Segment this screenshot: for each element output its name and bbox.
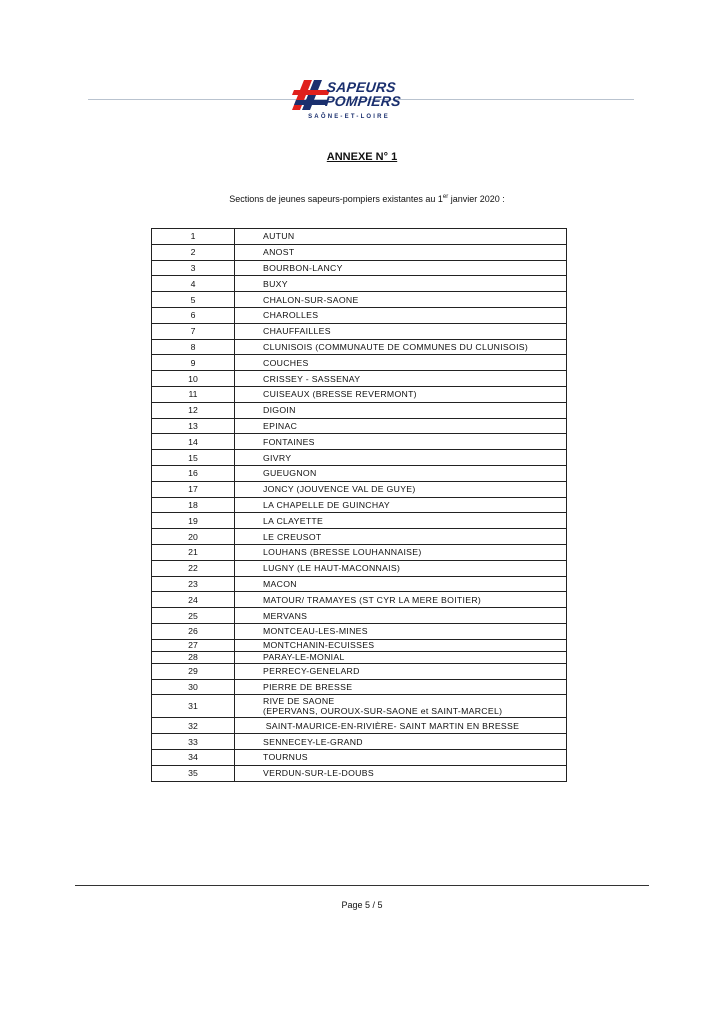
section-number: 25 [152, 608, 235, 624]
table-row [152, 386, 567, 402]
section-number: 10 [152, 371, 235, 387]
intro-superscript: er [442, 194, 449, 200]
section-name: MATOUR/ TRAMAYES (ST CYR LA MERE BOITIER) [235, 592, 567, 608]
section-number: 18 [152, 497, 235, 513]
section-number: 33 [152, 734, 235, 750]
page-number: Page 5 / 5 [341, 900, 383, 910]
table-row [152, 292, 567, 308]
section-number: 8 [152, 339, 235, 355]
section-name-line1: RIVE DE SAONE [263, 696, 335, 707]
section-name: LA CLAYETTE [235, 513, 567, 529]
section-name: ANOST [235, 244, 567, 260]
table-row [152, 513, 567, 529]
table-row [152, 639, 567, 651]
section-number: 11 [152, 386, 235, 402]
table-row [152, 497, 567, 513]
section-name: LUGNY (LE HAUT-MACONNAIS) [235, 560, 567, 576]
table-row [152, 481, 567, 497]
section-number: 7 [152, 323, 235, 339]
section-name: JONCY (JOUVENCE VAL DE GUYE) [235, 481, 567, 497]
table-row [152, 465, 567, 481]
section-name: CHAROLLES [235, 307, 567, 323]
section-number: 20 [152, 529, 235, 545]
section-name: GIVRY [235, 450, 567, 466]
section-number: 35 [152, 765, 235, 781]
logo-subtitle: SAÔNE-ET-LOIRE [308, 114, 390, 120]
section-name: COUCHES [235, 355, 567, 371]
section-name: PERRECY-GENELARD [235, 663, 567, 679]
section-name: CRISSEY - SASSENAY [235, 371, 567, 387]
section-name: BUXY [235, 276, 567, 292]
table-row [152, 418, 567, 434]
intro-text [0, 194, 724, 204]
section-number: 13 [152, 418, 235, 434]
section-number: 2 [152, 244, 235, 260]
section-name: GUEUGNON [235, 465, 567, 481]
table-row [152, 560, 567, 576]
section-number: 14 [152, 434, 235, 450]
section-number: 34 [152, 749, 235, 765]
section-name: PARAY-LE-MONIAL [235, 651, 567, 663]
section-name: SENNECEY-LE-GRAND [235, 734, 567, 750]
section-number: 28 [152, 651, 235, 663]
section-name: MACON [235, 576, 567, 592]
table-row [152, 592, 567, 608]
section-name: CHAUFFAILLES [235, 323, 567, 339]
table-row [152, 663, 567, 679]
table-row [152, 695, 567, 718]
section-number: 27 [152, 639, 235, 651]
section-number: 26 [152, 623, 235, 639]
table-row [152, 307, 567, 323]
table-row [152, 276, 567, 292]
section-number: 12 [152, 402, 235, 418]
logo-line1: SAPEURS [325, 79, 397, 95]
logo-wordmark [325, 80, 403, 108]
section-number: 15 [152, 450, 235, 466]
section-number: 29 [152, 663, 235, 679]
table-row [152, 544, 567, 560]
table-row [152, 718, 567, 734]
table-row [152, 529, 567, 545]
page-title: ANNEXE N° 1 [326, 151, 398, 163]
table-row [152, 371, 567, 387]
table-row [152, 749, 567, 765]
section-name: LE CREUSOT [235, 529, 567, 545]
table-row [152, 679, 567, 695]
section-number: 9 [152, 355, 235, 371]
intro-after: janvier 2020 : [448, 194, 505, 204]
section-number: 30 [152, 679, 235, 695]
table-row [152, 651, 567, 663]
section-name: CUISEAUX (BRESSE REVERMONT) [235, 386, 567, 402]
section-name: BOURBON-LANCY [235, 260, 567, 276]
table-row [152, 323, 567, 339]
table-row [152, 355, 567, 371]
section-name: FONTAINES [235, 434, 567, 450]
section-name: CLUNISOIS (COMMUNAUTE DE COMMUNES DU CLUNISOIS) [235, 339, 567, 355]
section-number: 21 [152, 544, 235, 560]
table-row [152, 576, 567, 592]
table-row [152, 244, 567, 260]
table-row [152, 229, 567, 245]
section-number: 3 [152, 260, 235, 276]
section-number: 19 [152, 513, 235, 529]
section-number: 22 [152, 560, 235, 576]
section-name: AUTUN [235, 229, 567, 245]
section-name: SAINT-MAURICE-EN-RIVIÈRE- SAINT MARTIN EN BRESSE [235, 718, 567, 734]
section-name [235, 695, 567, 718]
section-name: VERDUN-SUR-LE-DOUBS [235, 765, 567, 781]
logo-line2: POMPIERS [324, 93, 402, 109]
section-number: 5 [152, 292, 235, 308]
sections-table [151, 228, 567, 782]
section-name: TOURNUS [235, 749, 567, 765]
section-name: EPINAC [235, 418, 567, 434]
table-row [152, 339, 567, 355]
section-name: MERVANS [235, 608, 567, 624]
section-number: 31 [152, 695, 235, 718]
section-number: 4 [152, 276, 235, 292]
section-number: 24 [152, 592, 235, 608]
section-name: DIGOIN [235, 402, 567, 418]
section-name: LOUHANS (BRESSE LOUHANNAISE) [235, 544, 567, 560]
section-name: LA CHAPELLE DE GUINCHAY [235, 497, 567, 513]
table-row [152, 260, 567, 276]
section-name: MONTCEAU-LES-MINES [235, 623, 567, 639]
table-row [152, 734, 567, 750]
table-row [152, 402, 567, 418]
sapeurs-pompiers-logo [292, 76, 412, 126]
section-name-line2: (EPERVANS, OUROUX-SUR-SAONE et SAINT-MARCEL) [263, 706, 503, 717]
section-number: 6 [152, 307, 235, 323]
footer-rule [75, 885, 649, 886]
section-number: 16 [152, 465, 235, 481]
table-row [152, 765, 567, 781]
intro-before: Sections de jeunes sapeurs-pompiers existantes au 1 [229, 194, 443, 204]
section-name: CHALON-SUR-SAONE [235, 292, 567, 308]
section-number: 17 [152, 481, 235, 497]
section-number: 1 [152, 229, 235, 245]
table-row [152, 623, 567, 639]
table-row [152, 450, 567, 466]
table-row [152, 434, 567, 450]
sections-table-body [152, 229, 567, 782]
section-number: 23 [152, 576, 235, 592]
section-number: 32 [152, 718, 235, 734]
section-name: PIERRE DE BRESSE [235, 679, 567, 695]
table-row [152, 608, 567, 624]
section-name: MONTCHANIN-ECUISSES [235, 639, 567, 651]
